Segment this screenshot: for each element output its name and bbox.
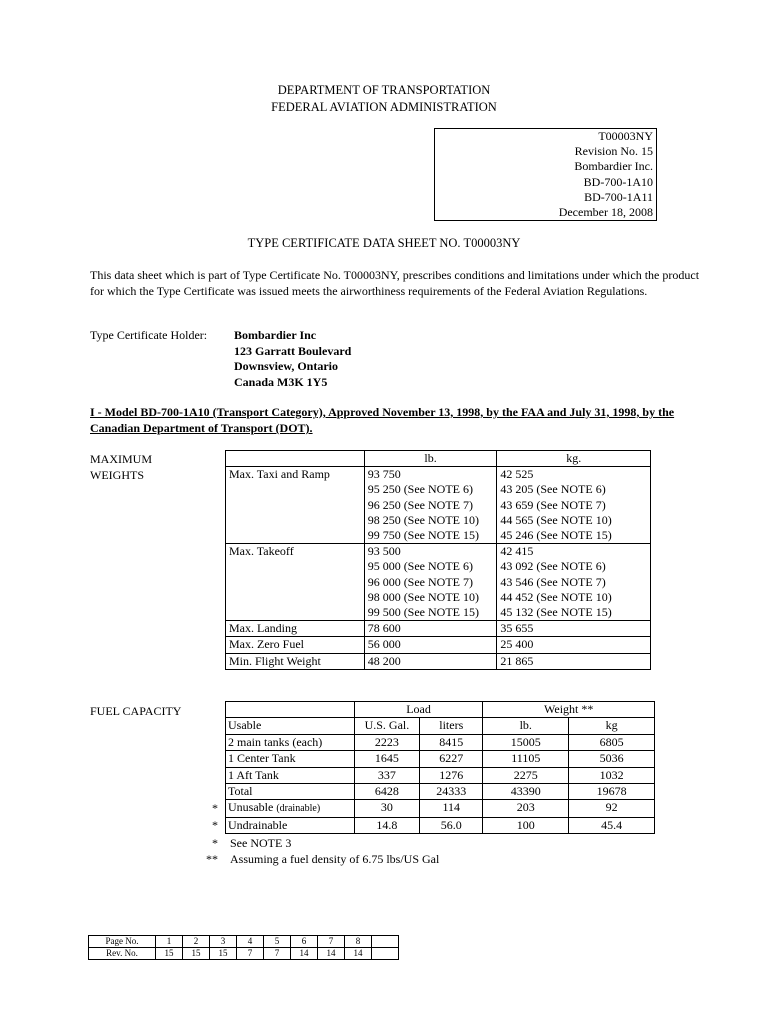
holder-line: 123 Garratt Boulevard [234, 343, 352, 358]
kg-value: 44 452 (See NOTE 10) [500, 589, 612, 604]
row-label: Total [226, 784, 355, 800]
max-weights-table [225, 450, 651, 670]
kg-value: 43 092 (See NOTE 6) [500, 559, 606, 574]
page-cell: 3 [210, 936, 237, 948]
cell-lb: 15005 [483, 734, 569, 750]
kg-value: 25 400 [497, 637, 651, 653]
document-title: TYPE CERTIFICATE DATA SHEET NO. T00003NY [247, 236, 521, 250]
table-row [226, 800, 655, 817]
cell-kg: 45.4 [569, 817, 655, 833]
row-label: Max. Zero Fuel [226, 637, 365, 653]
footnote-marker: ** [206, 852, 218, 866]
column-header: Usable [226, 718, 355, 734]
cell-lb: 100 [483, 817, 569, 833]
row-label: Max. Landing [226, 621, 365, 637]
cell-liters: 24333 [420, 784, 483, 800]
max-weights-label-line2: WEIGHTS [90, 468, 144, 482]
cell-kg: 6805 [569, 734, 655, 750]
holder-label: Type Certificate Holder: [90, 328, 208, 342]
lb-value: 98 250 (See NOTE 10) [367, 512, 479, 527]
lb-value: 95 250 (See NOTE 6) [367, 482, 473, 497]
row-label-text: Unusable [228, 800, 274, 815]
tc-revision: Revision No. 15 [574, 144, 653, 159]
revision-number-row [89, 948, 399, 960]
row-label: Undrainable [226, 817, 355, 833]
cell-lb: 203 [483, 800, 569, 817]
table-header-row [226, 451, 651, 467]
table-row [226, 637, 651, 653]
table-cell [226, 702, 355, 718]
kg-value: 35 655 [497, 621, 651, 637]
row-label [226, 800, 355, 817]
rev-cell: 7 [237, 948, 264, 960]
page-cell: 2 [183, 936, 210, 948]
table-row [226, 817, 655, 833]
table-row [226, 784, 655, 800]
cell-kg: 1032 [569, 767, 655, 783]
group-header-weight: Weight ** [483, 702, 655, 718]
table-row [226, 734, 655, 750]
page-number-row [89, 936, 399, 948]
kg-values [497, 467, 651, 544]
page-cell: 5 [264, 936, 291, 948]
row-label: 1 Center Tank [226, 751, 355, 767]
page-cell: 8 [345, 936, 372, 948]
column-header: kg [569, 718, 655, 734]
fuel-note: See NOTE 3 [230, 836, 292, 850]
rev-cell: 14 [291, 948, 318, 960]
page-cell: 7 [318, 936, 345, 948]
table-row [226, 653, 651, 669]
page-cell [372, 936, 399, 948]
rev-cell: 15 [210, 948, 237, 960]
column-header-kg: kg. [497, 451, 651, 467]
cell-lb: 2275 [483, 767, 569, 783]
cell-gal: 1645 [354, 751, 419, 767]
kg-value: 45 246 (See NOTE 15) [500, 528, 612, 543]
kg-value: 43 659 (See NOTE 7) [500, 497, 606, 512]
header-department: DEPARTMENT OF TRANSPORTATION [277, 83, 491, 97]
column-header: U.S. Gal. [354, 718, 419, 734]
column-header: liters [420, 718, 483, 734]
lb-values [364, 544, 497, 621]
kg-value: 43 546 (See NOTE 7) [500, 574, 606, 589]
row-label-sub: (drainable) [276, 803, 321, 815]
table-header-row [226, 718, 655, 734]
max-weights-label-line1: MAXIMUM [90, 452, 153, 466]
cell-liters: 6227 [420, 751, 483, 767]
section-title: I - Model BD-700-1A10 (Transport Category), Approved November 13, 1998, by the FAA and July 31, 1998, by the Canadian Department of Transport (DOT). [90, 405, 675, 435]
lb-value: 93 750 [367, 467, 401, 482]
row-label: 2 main tanks (each) [226, 734, 355, 750]
table-row [226, 621, 651, 637]
rev-cell: 15 [156, 948, 183, 960]
table-row [226, 751, 655, 767]
row-label: Min. Flight Weight [226, 653, 365, 669]
lb-value: 48 200 [364, 653, 497, 669]
page-cell: 4 [237, 936, 264, 948]
rev-cell [372, 948, 399, 960]
table-row [226, 467, 651, 544]
lb-value: 99 750 (See NOTE 15) [367, 528, 479, 543]
fuel-capacity-table [225, 701, 655, 834]
cell-gal: 6428 [354, 784, 419, 800]
rev-label: Rev. No. [89, 948, 156, 960]
rev-cell: 15 [183, 948, 210, 960]
holder-line: Canada M3K 1Y5 [234, 374, 328, 389]
tc-info-box [434, 128, 657, 221]
lb-value: 93 500 [367, 544, 401, 559]
cell-liters: 8415 [420, 734, 483, 750]
cell-gal: 2223 [354, 734, 419, 750]
kg-values [497, 544, 651, 621]
row-label: Max. Takeoff [226, 544, 365, 621]
fuel-capacity-label: FUEL CAPACITY [90, 704, 182, 718]
lb-value: 96 250 (See NOTE 7) [367, 497, 473, 512]
page-label: Page No. [89, 936, 156, 948]
footnote-marker: * [212, 818, 218, 832]
kg-value: 45 132 (See NOTE 15) [500, 605, 612, 620]
max-weights-label [90, 451, 152, 483]
lb-values [364, 467, 497, 544]
kg-value: 44 565 (See NOTE 10) [500, 512, 612, 527]
rev-cell: 14 [345, 948, 372, 960]
page-cell: 6 [291, 936, 318, 948]
page-cell: 1 [156, 936, 183, 948]
cell-liters: 1276 [420, 767, 483, 783]
rev-cell: 14 [318, 948, 345, 960]
cell-lb: 11105 [483, 751, 569, 767]
header-agency: FEDERAL AVIATION ADMINISTRATION [271, 100, 497, 114]
kg-value: 43 205 (See NOTE 6) [500, 482, 606, 497]
lb-value: 99 500 (See NOTE 15) [367, 605, 479, 620]
cell-kg: 5036 [569, 751, 655, 767]
lb-value: 96 000 (See NOTE 7) [367, 574, 473, 589]
cell-gal: 14.8 [354, 817, 419, 833]
row-label: Max. Taxi and Ramp [226, 467, 365, 544]
cell-liters: 56.0 [420, 817, 483, 833]
table-row [226, 544, 651, 621]
cell-gal: 30 [354, 800, 419, 817]
lb-value: 78 600 [364, 621, 497, 637]
rev-cell: 7 [264, 948, 291, 960]
footnote-marker: * [212, 836, 218, 850]
fuel-note: Assuming a fuel density of 6.75 lbs/US Gal [230, 852, 440, 866]
tc-model-2: BD-700-1A11 [584, 189, 653, 204]
cell-lb: 43390 [483, 784, 569, 800]
kg-value: 42 525 [500, 467, 534, 482]
kg-value: 42 415 [500, 544, 534, 559]
holder-address [234, 328, 351, 390]
column-header-lb: lb. [364, 451, 497, 467]
cell-gal: 337 [354, 767, 419, 783]
cell-kg: 19678 [569, 784, 655, 800]
intro-paragraph: This data sheet which is part of Type Certificate No. T00003NY, prescribes conditions and limitations under which the product for which the Type Certificate was issued meets the airworthiness requirements of the Federal Aviation Regulations. [90, 268, 700, 298]
row-label: 1 Aft Tank [226, 767, 355, 783]
lb-value: 95 000 (See NOTE 6) [367, 559, 473, 574]
tc-date: December 18, 2008 [558, 205, 653, 220]
footnote-marker: * [212, 801, 218, 815]
page-revision-table [88, 935, 399, 960]
holder-line: Bombardier Inc [234, 328, 317, 342]
cell-kg: 92 [569, 800, 655, 817]
lb-value: 56 000 [364, 637, 497, 653]
cell-liters: 114 [420, 800, 483, 817]
tc-number: T00003NY [598, 129, 653, 143]
column-header: lb. [483, 718, 569, 734]
document-header [0, 82, 768, 116]
lb-value: 98 000 (See NOTE 10) [367, 589, 479, 604]
table-cell [226, 451, 365, 467]
tc-company: Bombardier Inc. [574, 159, 653, 174]
group-header-load: Load [354, 702, 483, 718]
tc-model-1: BD-700-1A10 [583, 174, 653, 189]
kg-value: 21 865 [497, 653, 651, 669]
holder-line: Downsview, Ontario [234, 359, 339, 374]
table-group-header-row [226, 702, 655, 718]
table-row [226, 767, 655, 783]
